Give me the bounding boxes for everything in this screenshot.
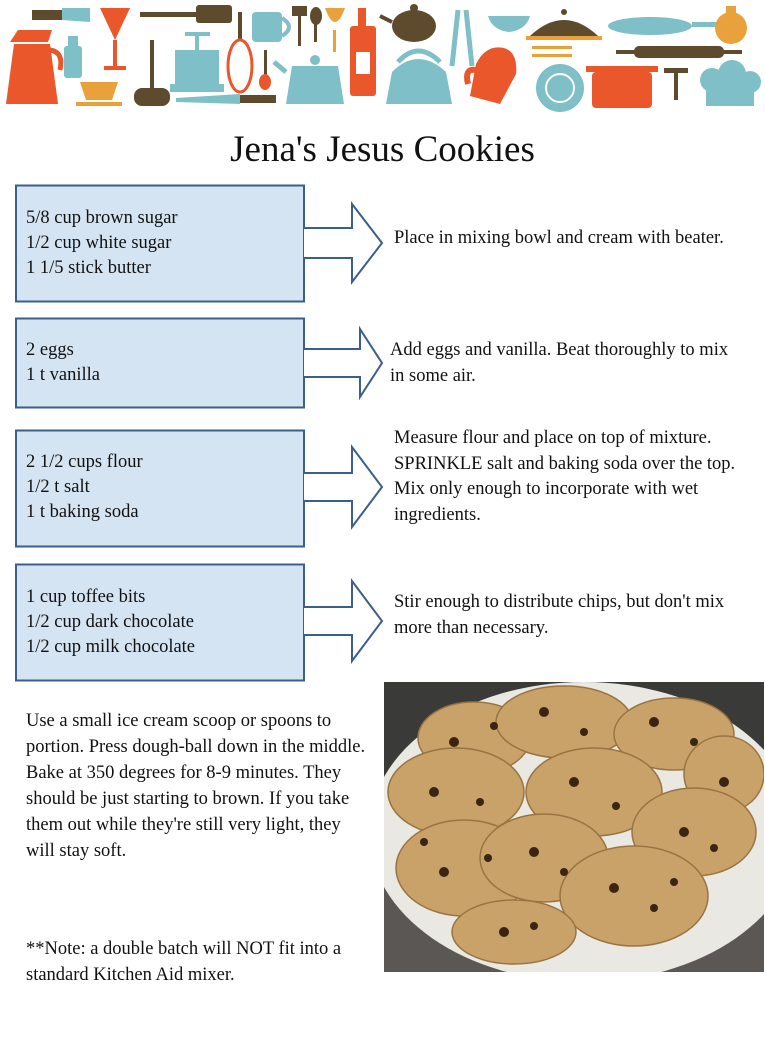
kitchen-utensils-banner (0, 0, 765, 118)
masher-icon (134, 40, 170, 106)
ingredient-item: 1/2 cup milk chocolate (26, 637, 196, 657)
step-4-instruction: Stir enough to distribute chips, but don't mix more than necessary. (394, 592, 725, 638)
ingredient-item: 5/8 cup brown sugar (26, 208, 178, 228)
step-2-ingredients (26, 338, 296, 388)
spoon-icon (259, 50, 271, 90)
jar-icon (715, 6, 747, 44)
spatula-icon (140, 5, 232, 23)
baking-instructions: Use a small ice cream scoop or spoons to portion. Press dough-ball down in the middle. Bake at 350 degrees for 8-9 minutes. They should be just starting to brown. If you take them out while they're still very light, they will stay soft. (26, 711, 366, 861)
rolling-pin-icon (616, 46, 742, 58)
ingredient-item: 1 t vanilla (26, 365, 100, 385)
teapot-icon (274, 55, 344, 104)
spoon-icon (310, 7, 322, 42)
ingredient-item: 2 1/2 cups flour (26, 452, 143, 472)
mixer-note: **Note: a double batch will NOT fit into a standard Kitchen Aid mixer. (26, 939, 342, 985)
recipe-title: Jena's Jesus Cookies (230, 129, 535, 170)
plate-icon (536, 64, 584, 112)
fork-icon (532, 46, 572, 57)
cookies-photo (384, 682, 764, 972)
cloche-icon (526, 9, 602, 40)
oven-mitt-icon (467, 47, 516, 104)
pot-icon (586, 66, 658, 108)
coffee-pot-icon (6, 30, 61, 104)
wine-glass-icon (100, 8, 130, 70)
step-1-ingredients (26, 206, 296, 281)
grinder-icon (170, 34, 224, 92)
chef-hat-icon (700, 60, 761, 106)
bottle-icon (350, 8, 376, 96)
ingredient-item: 1 cup toffee bits (26, 587, 146, 607)
teapot-icon (380, 4, 436, 42)
ingredient-item: 2 eggs (26, 340, 74, 360)
bowl-icon (488, 16, 530, 32)
ingredient-item: 1/2 cup dark chocolate (26, 612, 194, 632)
kettle-icon (386, 51, 452, 104)
ingredient-item: 1/2 t salt (26, 477, 90, 497)
fork-icon (292, 6, 307, 46)
ingredient-item: 1 1/5 stick butter (26, 258, 151, 278)
corkscrew-icon (664, 68, 688, 100)
step-3-instruction: Measure flour and place on top of mixture. SPRINKLE salt and baking soda over the top. Mix only enough to incorporate with wet ingredients. (394, 428, 736, 525)
wine-glass-icon (325, 8, 345, 52)
whisk-icon (228, 12, 252, 92)
mug-icon (252, 12, 289, 42)
frying-pan-icon (608, 17, 724, 35)
step-3-ingredients (26, 450, 296, 525)
knife-icon (176, 94, 276, 104)
bottle-icon (64, 36, 82, 78)
ingredient-item: 1 t baking soda (26, 502, 139, 522)
knife-icon (32, 8, 90, 22)
step-2-instruction: Add eggs and vanilla. Beat thoroughly to mix in some air. (390, 340, 729, 386)
step-1-instruction: Place in mixing bowl and cream with beater. (394, 228, 724, 248)
ingredient-item: 1/2 cup white sugar (26, 233, 172, 253)
teacup-icon (76, 82, 122, 106)
step-4-ingredients (26, 585, 296, 660)
tongs-icon (452, 10, 472, 66)
